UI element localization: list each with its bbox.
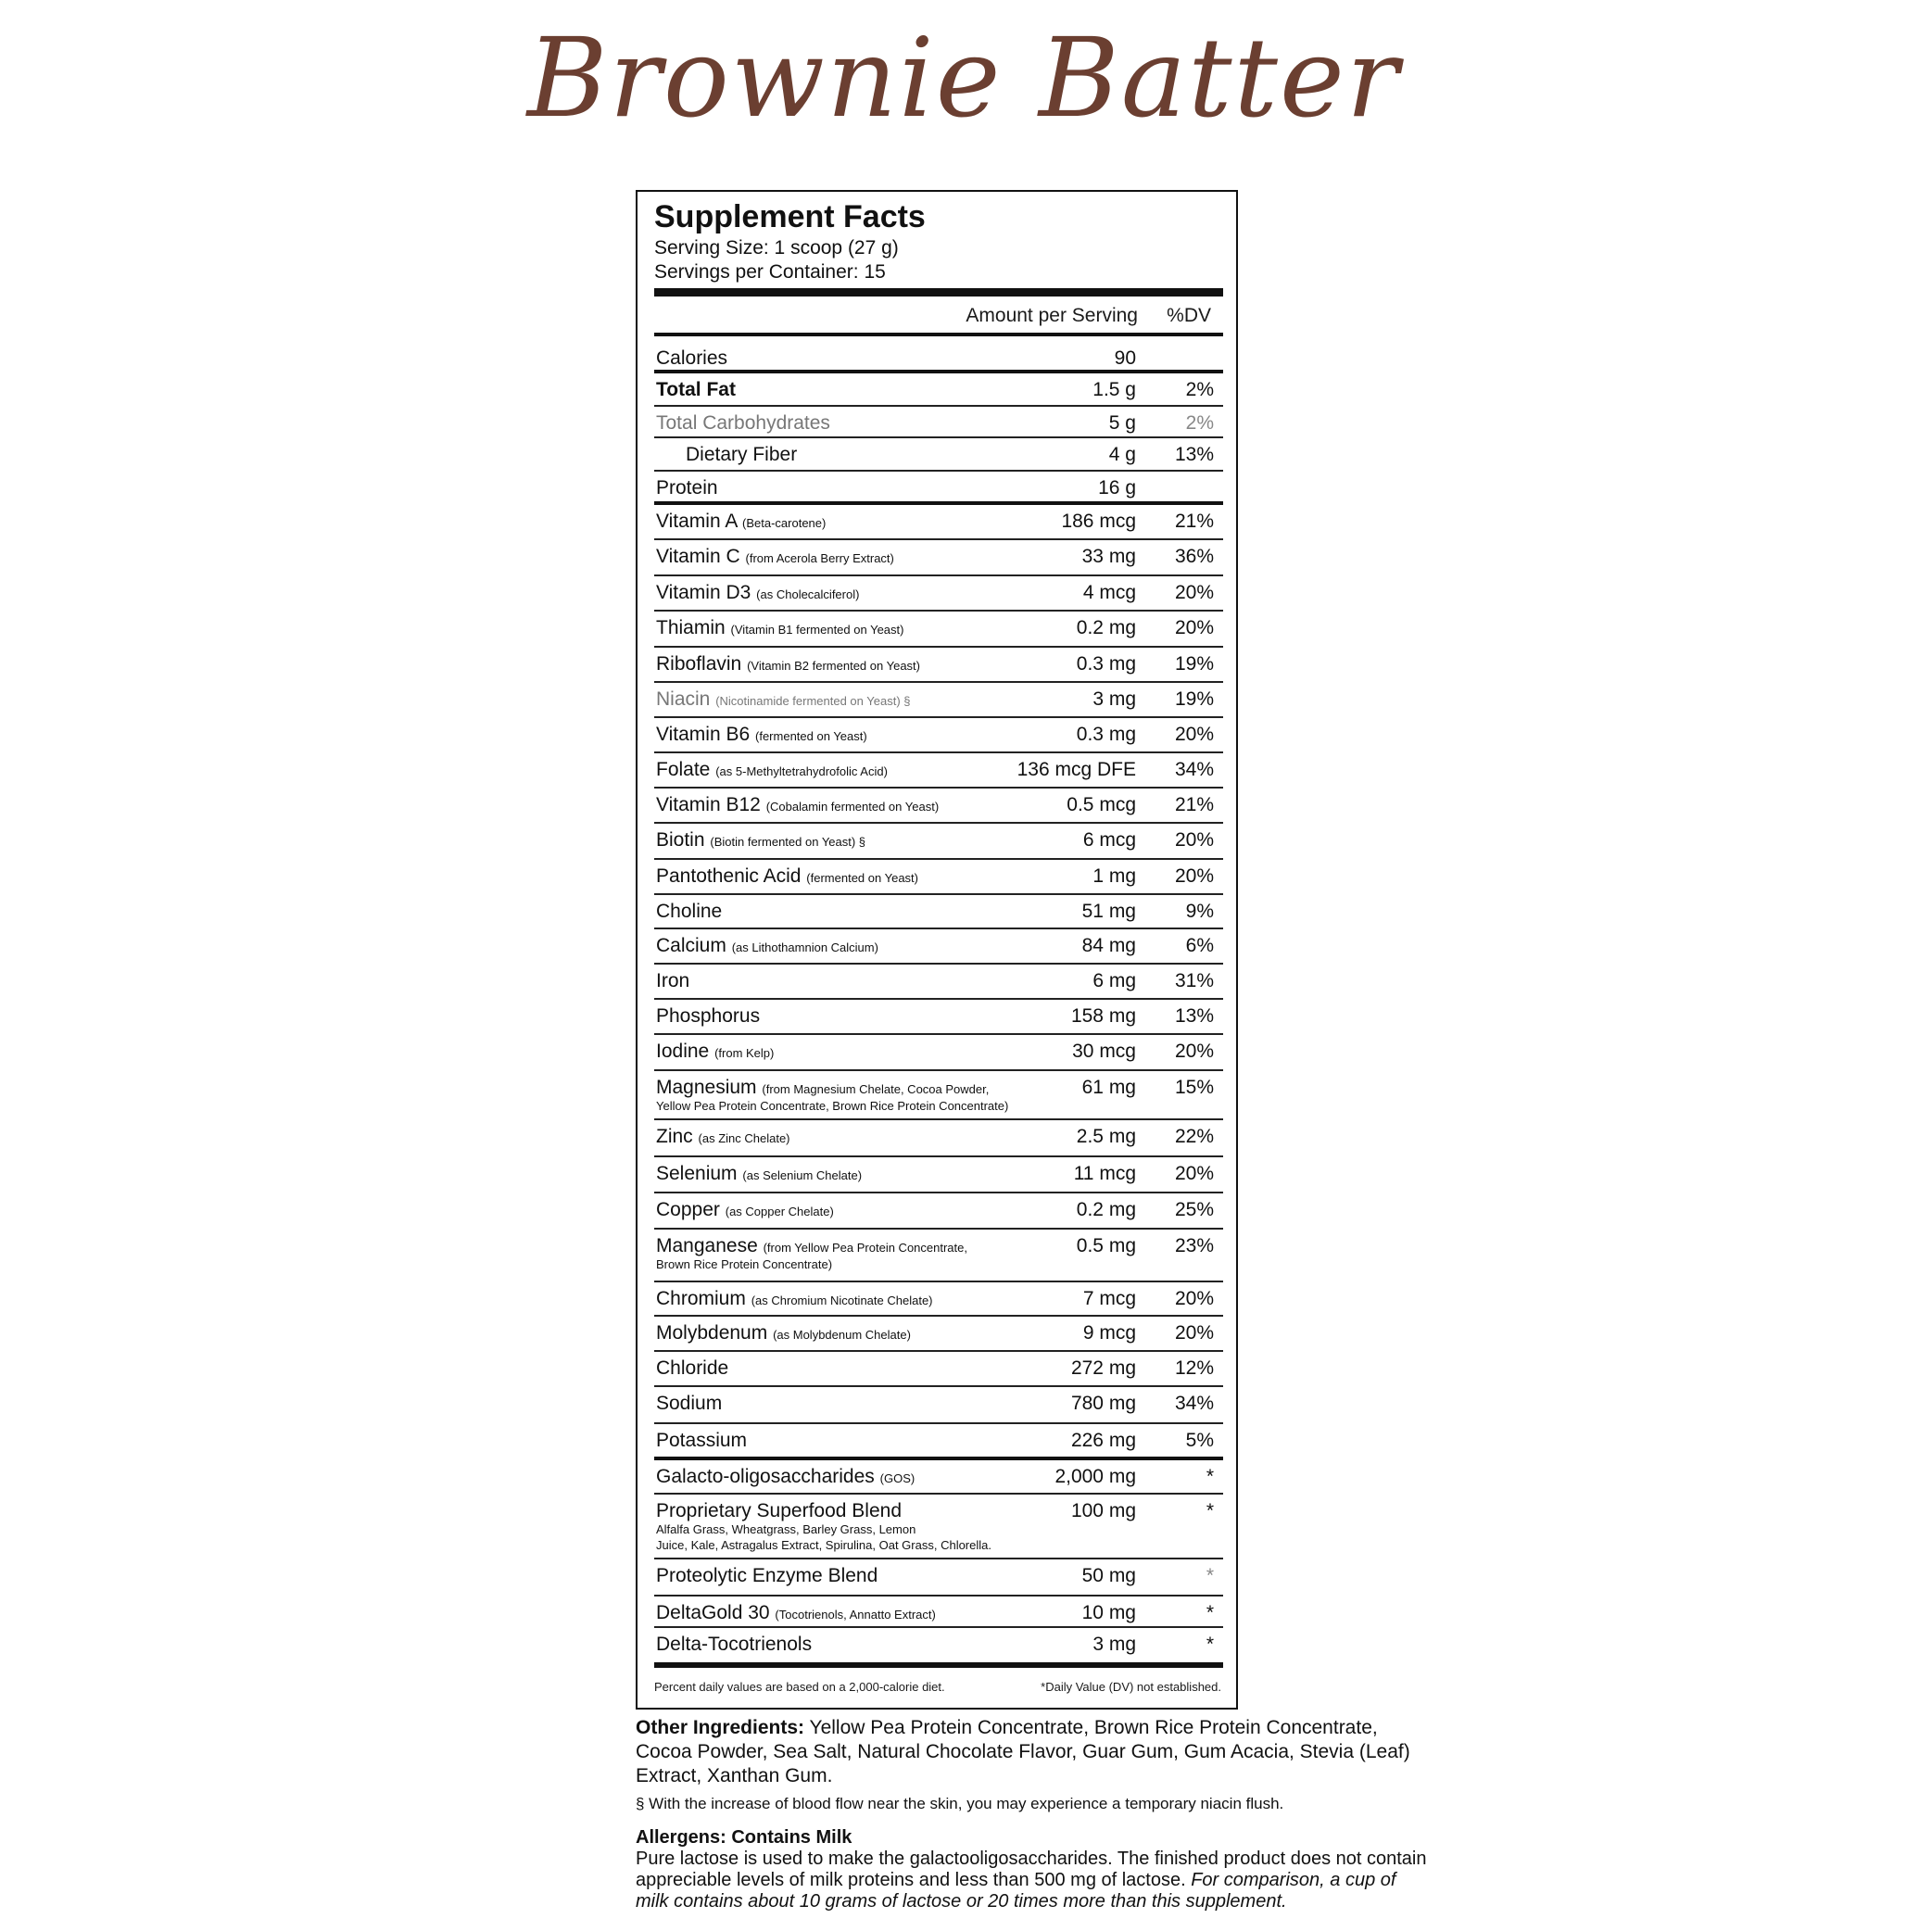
nutrient-source: (fermented on Yeast)	[806, 871, 918, 885]
allergen-body-text: Pure lactose is used to make the galactooligosaccharides. The finished product does not contain appreciable levels of milk proteins and less than 500 mg of lactose.	[636, 1849, 1427, 1890]
nutrient-dv: 13%	[1174, 1005, 1214, 1027]
other-ingredients-label: Other Ingredients:	[636, 1717, 805, 1738]
nutrient-name	[656, 379, 736, 401]
nutrient-dv: 6%	[1185, 935, 1214, 956]
nutrient-row	[654, 1000, 1223, 1035]
nutrient-amount: 9 mcg	[1082, 1322, 1136, 1344]
nutrient-label: Potassium	[656, 1430, 748, 1451]
nutrient-amount: 100 mg	[1070, 1500, 1136, 1521]
nutrient-label: DeltaGold 30	[656, 1602, 770, 1623]
nutrient-row	[654, 824, 1223, 860]
nutrient-name	[656, 1634, 812, 1656]
nutrient-sub-detail: Alfalfa Grass, Wheatgrass, Barley Grass, Lemon	[656, 1522, 916, 1536]
nutrient-name	[656, 1500, 902, 1522]
nutrient-name	[656, 1041, 774, 1063]
heavy-divider	[654, 288, 1223, 297]
serving-size: Serving Size: 1 scoop (27 g)	[654, 237, 899, 259]
nutrient-row	[654, 648, 1223, 683]
nutrient-amount: 16 g	[1098, 477, 1136, 499]
nutrient-source: (as Chromium Nicotinate Chelate)	[751, 1294, 933, 1307]
nutrient-row	[654, 373, 1223, 407]
nutrient-amount: 6 mg	[1092, 970, 1136, 991]
nutrient-amount: 136 mcg DFE	[1017, 759, 1136, 780]
nutrient-name	[656, 653, 920, 675]
nutrient-dv: 15%	[1174, 1077, 1214, 1098]
nutrient-amount: 272 mg	[1070, 1357, 1136, 1379]
nutrient-label: Chloride	[656, 1357, 729, 1379]
nutrient-label: Dietary Fiber	[686, 444, 798, 465]
nutrient-amount: 30 mcg	[1072, 1041, 1136, 1062]
nutrient-dv: *	[1206, 1565, 1214, 1586]
nutrient-amount: 61 mg	[1081, 1077, 1136, 1098]
nutrient-amount: 1.5 g	[1092, 379, 1136, 400]
nutrient-amount: 0.2 mg	[1076, 617, 1136, 638]
nutrient-name	[656, 546, 894, 568]
nutrient-label: Zinc	[656, 1126, 693, 1147]
nutrient-name	[656, 1199, 834, 1221]
nutrient-dv: 34%	[1174, 1393, 1214, 1414]
nutrient-dv: 21%	[1174, 794, 1214, 815]
nutrient-dv: 12%	[1174, 1357, 1214, 1379]
nutrient-row	[654, 895, 1223, 929]
nutrient-dv: *	[1206, 1466, 1214, 1487]
nutrient-label: Folate	[656, 759, 711, 780]
nutrient-amount: 10 mg	[1081, 1602, 1136, 1623]
nutrient-amount: 0.3 mg	[1076, 724, 1136, 745]
nutrient-name	[686, 444, 797, 466]
nutrient-row	[654, 1387, 1223, 1424]
nutrient-name	[656, 1235, 967, 1257]
nutrient-name	[656, 477, 718, 499]
nutrient-amount: 0.5 mcg	[1067, 794, 1136, 815]
nutrient-source: (Vitamin B2 fermented on Yeast)	[747, 659, 920, 673]
nutrient-row	[654, 407, 1223, 438]
nutrient-dv: 21%	[1174, 511, 1214, 532]
nutrient-row	[654, 1424, 1223, 1460]
nutrient-row	[654, 1071, 1223, 1120]
nutrient-source: (as Lithothamnion Calcium)	[731, 940, 878, 954]
nutrient-amount: 158 mg	[1070, 1005, 1136, 1027]
nutrient-label: Calories	[656, 347, 728, 369]
nutrient-label: Vitamin B12	[656, 794, 761, 815]
nutrient-name	[656, 1430, 747, 1452]
nutrient-dv: 19%	[1174, 653, 1214, 675]
panel-heading: Supplement Facts	[654, 199, 926, 234]
nutrient-row	[654, 753, 1223, 789]
nutrient-amount: 51 mg	[1081, 901, 1136, 922]
nutrient-source: (from Magnesium Chelate, Cocoa Powder,	[762, 1082, 990, 1096]
nutrient-row	[654, 540, 1223, 576]
nutrient-row	[654, 1597, 1223, 1628]
nutrient-name	[656, 617, 903, 639]
nutrient-row	[654, 1035, 1223, 1071]
nutrient-source: (from Acerola Berry Extract)	[745, 551, 894, 565]
nutrient-name	[656, 688, 911, 711]
nutrient-amount: 186 mcg	[1061, 511, 1136, 532]
nutrient-dv: 13%	[1174, 444, 1214, 465]
nutrient-label: Pantothenic Acid	[656, 865, 802, 887]
nutrient-dv: 20%	[1174, 1163, 1214, 1184]
nutrient-row	[654, 1230, 1223, 1282]
nutrient-row	[654, 1193, 1223, 1230]
nutrient-source: (Vitamin B1 fermented on Yeast)	[730, 623, 904, 637]
nutrient-dv: 9%	[1185, 901, 1214, 922]
nutrient-source: (as 5-Methyltetrahydrofolic Acid)	[715, 764, 888, 778]
nutrient-amount: 1 mg	[1092, 865, 1136, 887]
nutrient-row	[654, 1120, 1223, 1157]
nutrient-name	[656, 1005, 760, 1028]
nutrient-row	[654, 789, 1223, 824]
nutrient-name	[656, 1393, 722, 1415]
nutrient-label: Copper	[656, 1199, 720, 1220]
nutrient-dv: 20%	[1174, 865, 1214, 887]
nutrient-row	[654, 1352, 1223, 1387]
column-header-dv: %DV	[1167, 305, 1211, 326]
nutrient-dv: 2%	[1185, 379, 1214, 400]
nutrient-label: Iodine	[656, 1041, 710, 1062]
supplement-facts-panel	[636, 190, 1238, 1710]
nutrient-sub-detail: Yellow Pea Protein Concentrate, Brown Rice Protein Concentrate)	[656, 1099, 1009, 1113]
nutrient-label: Total Fat	[656, 379, 736, 400]
nutrient-row	[654, 1157, 1223, 1193]
nutrient-name	[656, 412, 830, 435]
nutrient-row	[654, 576, 1223, 612]
nutrient-dv: 20%	[1174, 1041, 1214, 1062]
footnote-dv-not-established: *Daily Value (DV) not established.	[1041, 1680, 1221, 1694]
nutrient-name	[656, 1565, 878, 1587]
nutrient-row	[654, 1628, 1223, 1668]
nutrient-name	[656, 582, 859, 604]
nutrient-name	[656, 935, 878, 957]
nutrient-source: (Tocotrienols, Annatto Extract)	[775, 1608, 936, 1622]
nutrient-row	[654, 929, 1223, 965]
nutrient-row	[654, 1282, 1223, 1317]
nutrient-amount: 780 mg	[1070, 1393, 1136, 1414]
nutrient-row	[654, 1495, 1223, 1559]
nutrient-name	[656, 970, 689, 992]
nutrient-amount: 84 mg	[1081, 935, 1136, 956]
header-divider	[654, 333, 1223, 336]
nutrient-dv: 36%	[1174, 546, 1214, 567]
nutrient-dv: 22%	[1174, 1126, 1214, 1147]
nutrient-amount: 50 mg	[1081, 1565, 1136, 1586]
nutrient-source: (from Yellow Pea Protein Concentrate,	[763, 1241, 967, 1255]
nutrient-source: (as Cholecalciferol)	[756, 587, 860, 601]
nutrient-name	[656, 1322, 911, 1344]
nutrient-dv: 34%	[1174, 759, 1214, 780]
nutrient-name	[656, 1126, 790, 1148]
nutrient-name	[656, 829, 865, 852]
nutrient-name	[656, 1466, 915, 1488]
nutrient-source: (fermented on Yeast)	[755, 729, 867, 743]
nutrient-source: (from Kelp)	[714, 1046, 775, 1060]
nutrient-dv: 25%	[1174, 1199, 1214, 1220]
nutrient-row	[654, 1559, 1223, 1597]
other-ingredients-text: Yellow Pea Protein Concentrate, Brown Rice Protein Concentrate, Cocoa Powder, Sea Salt, Natural Chocolate Flavor, Guar Gum, Gum Acacia, Stevia (Leaf) Extract, Xanthan Gum.	[636, 1717, 1410, 1786]
nutrient-label: Chromium	[656, 1288, 746, 1309]
nutrient-label: Sodium	[656, 1393, 723, 1414]
nutrient-label: Vitamin A	[656, 511, 738, 532]
nutrient-source: (as Copper Chelate)	[725, 1205, 834, 1218]
nutrient-label: Choline	[656, 901, 723, 922]
product-title	[526, 14, 1401, 167]
nutrient-name	[656, 724, 867, 746]
nutrient-amount: 7 mcg	[1082, 1288, 1136, 1309]
nutrient-label: Galacto-oligosaccharides	[656, 1466, 875, 1487]
nutrient-label: Vitamin B6	[656, 724, 751, 745]
niacin-flush-note: § With the increase of blood flow near the skin, you may experience a temporary niacin flush.	[636, 1795, 1284, 1812]
nutrient-label: Manganese	[656, 1235, 758, 1256]
nutrient-amount: 226 mg	[1070, 1430, 1136, 1451]
nutrient-dv: 19%	[1174, 688, 1214, 710]
nutrient-amount: 2.5 mg	[1076, 1126, 1136, 1147]
allergen-body	[636, 1849, 1433, 1912]
nutrient-label: Molybdenum	[656, 1322, 768, 1344]
nutrient-label: Thiamin	[656, 617, 726, 638]
product-title-text: Brownie Batter	[526, 14, 1401, 142]
allergen-title: Allergens: Contains Milk	[636, 1827, 852, 1848]
nutrient-row	[654, 965, 1223, 1000]
nutrient-source: (as Zinc Chelate)	[698, 1131, 790, 1145]
nutrient-row	[654, 472, 1223, 505]
nutrient-source: (Beta-carotene)	[742, 516, 827, 530]
nutrient-dv: 20%	[1174, 617, 1214, 638]
nutrient-dv: 20%	[1174, 582, 1214, 603]
nutrient-dv: *	[1206, 1500, 1214, 1521]
nutrient-label: Calcium	[656, 935, 726, 956]
other-ingredients	[636, 1716, 1433, 1788]
nutrient-label: Magnesium	[656, 1077, 757, 1098]
nutrient-label: Proteolytic Enzyme Blend	[656, 1565, 878, 1586]
nutrient-dv: *	[1206, 1602, 1214, 1623]
nutrient-dv: 20%	[1174, 724, 1214, 745]
nutrient-amount: 3 mg	[1092, 1634, 1136, 1655]
nutrient-source: (Biotin fermented on Yeast) §	[710, 835, 866, 849]
nutrient-source: (as Molybdenum Chelate)	[773, 1328, 911, 1342]
nutrient-label: Vitamin D3	[656, 582, 751, 603]
nutrient-label: Selenium	[656, 1163, 738, 1184]
nutrient-source: (Cobalamin fermented on Yeast)	[765, 800, 940, 814]
nutrient-name	[656, 865, 918, 888]
nutrient-label: Biotin	[656, 829, 705, 851]
nutrient-dv: 20%	[1174, 1288, 1214, 1309]
nutrient-name	[656, 1163, 862, 1185]
nutrient-amount: 11 mcg	[1073, 1163, 1136, 1184]
nutrient-dv: 20%	[1174, 829, 1214, 851]
nutrient-row	[654, 505, 1223, 540]
nutrient-name	[656, 759, 888, 781]
nutrient-source: (GOS)	[879, 1471, 915, 1485]
nutrient-dv: 31%	[1174, 970, 1214, 991]
nutrient-dv: 23%	[1174, 1235, 1214, 1256]
nutrient-label: Proprietary Superfood Blend	[656, 1500, 902, 1521]
nutrient-amount: 4 g	[1108, 444, 1136, 465]
nutrient-label: Protein	[656, 477, 718, 499]
nutrient-label: Niacin	[656, 688, 711, 710]
nutrient-row	[654, 342, 1223, 373]
nutrient-amount: 3 mg	[1092, 688, 1136, 710]
servings-per-container: Servings per Container: 15	[654, 261, 886, 283]
nutrient-label: Delta-Tocotrienols	[656, 1634, 813, 1655]
nutrient-row	[654, 438, 1223, 472]
nutrient-dv: *	[1206, 1634, 1214, 1655]
nutrient-amount: 5 g	[1108, 412, 1136, 434]
nutrient-label: Iron	[656, 970, 690, 991]
nutrient-label: Vitamin C	[656, 546, 740, 567]
nutrient-row	[654, 612, 1223, 648]
nutrient-amount: 90	[1114, 347, 1136, 369]
nutrient-label: Total Carbohydrates	[656, 412, 830, 434]
column-header-amount: Amount per Serving	[966, 305, 1138, 326]
nutrient-amount: 33 mg	[1081, 546, 1136, 567]
nutrient-row	[654, 1460, 1223, 1495]
nutrient-amount: 2,000 mg	[1054, 1466, 1136, 1487]
nutrient-sub-detail: Brown Rice Protein Concentrate)	[656, 1257, 833, 1271]
nutrient-row	[654, 718, 1223, 753]
nutrient-source: (Nicotinamide fermented on Yeast) §	[715, 694, 911, 708]
nutrient-name	[656, 1357, 728, 1380]
nutrient-row	[654, 860, 1223, 895]
nutrient-name	[656, 1077, 989, 1099]
footnote-daily-values: Percent daily values are based on a 2,000-calorie diet.	[654, 1680, 945, 1694]
nutrient-name	[656, 511, 826, 533]
nutrient-row	[654, 1317, 1223, 1352]
nutrient-amount: 6 mcg	[1082, 829, 1136, 851]
nutrient-amount: 0.3 mg	[1076, 653, 1136, 675]
nutrient-amount: 4 mcg	[1082, 582, 1136, 603]
nutrient-dv: 20%	[1174, 1322, 1214, 1344]
nutrient-label: Riboflavin	[656, 653, 742, 675]
nutrient-amount: 0.2 mg	[1076, 1199, 1136, 1220]
nutrient-name	[656, 794, 939, 816]
nutrient-dv: 2%	[1185, 412, 1214, 434]
nutrient-amount: 0.5 mg	[1076, 1235, 1136, 1256]
allergen-comparison-text: For comparison, a cup of milk contains about 10 grams of lactose or 20 times more than this supplement.	[636, 1870, 1396, 1912]
nutrient-name	[656, 347, 727, 370]
nutrient-label: Phosphorus	[656, 1005, 761, 1027]
nutrient-source: (as Selenium Chelate)	[742, 1168, 863, 1182]
nutrient-sub-detail: Juice, Kale, Astragalus Extract, Spirulina, Oat Grass, Chlorella.	[656, 1538, 991, 1552]
nutrient-name	[656, 901, 722, 923]
nutrient-name	[656, 1288, 933, 1310]
nutrient-name	[656, 1602, 936, 1624]
nutrient-dv: 5%	[1185, 1430, 1214, 1451]
nutrient-row	[654, 683, 1223, 718]
